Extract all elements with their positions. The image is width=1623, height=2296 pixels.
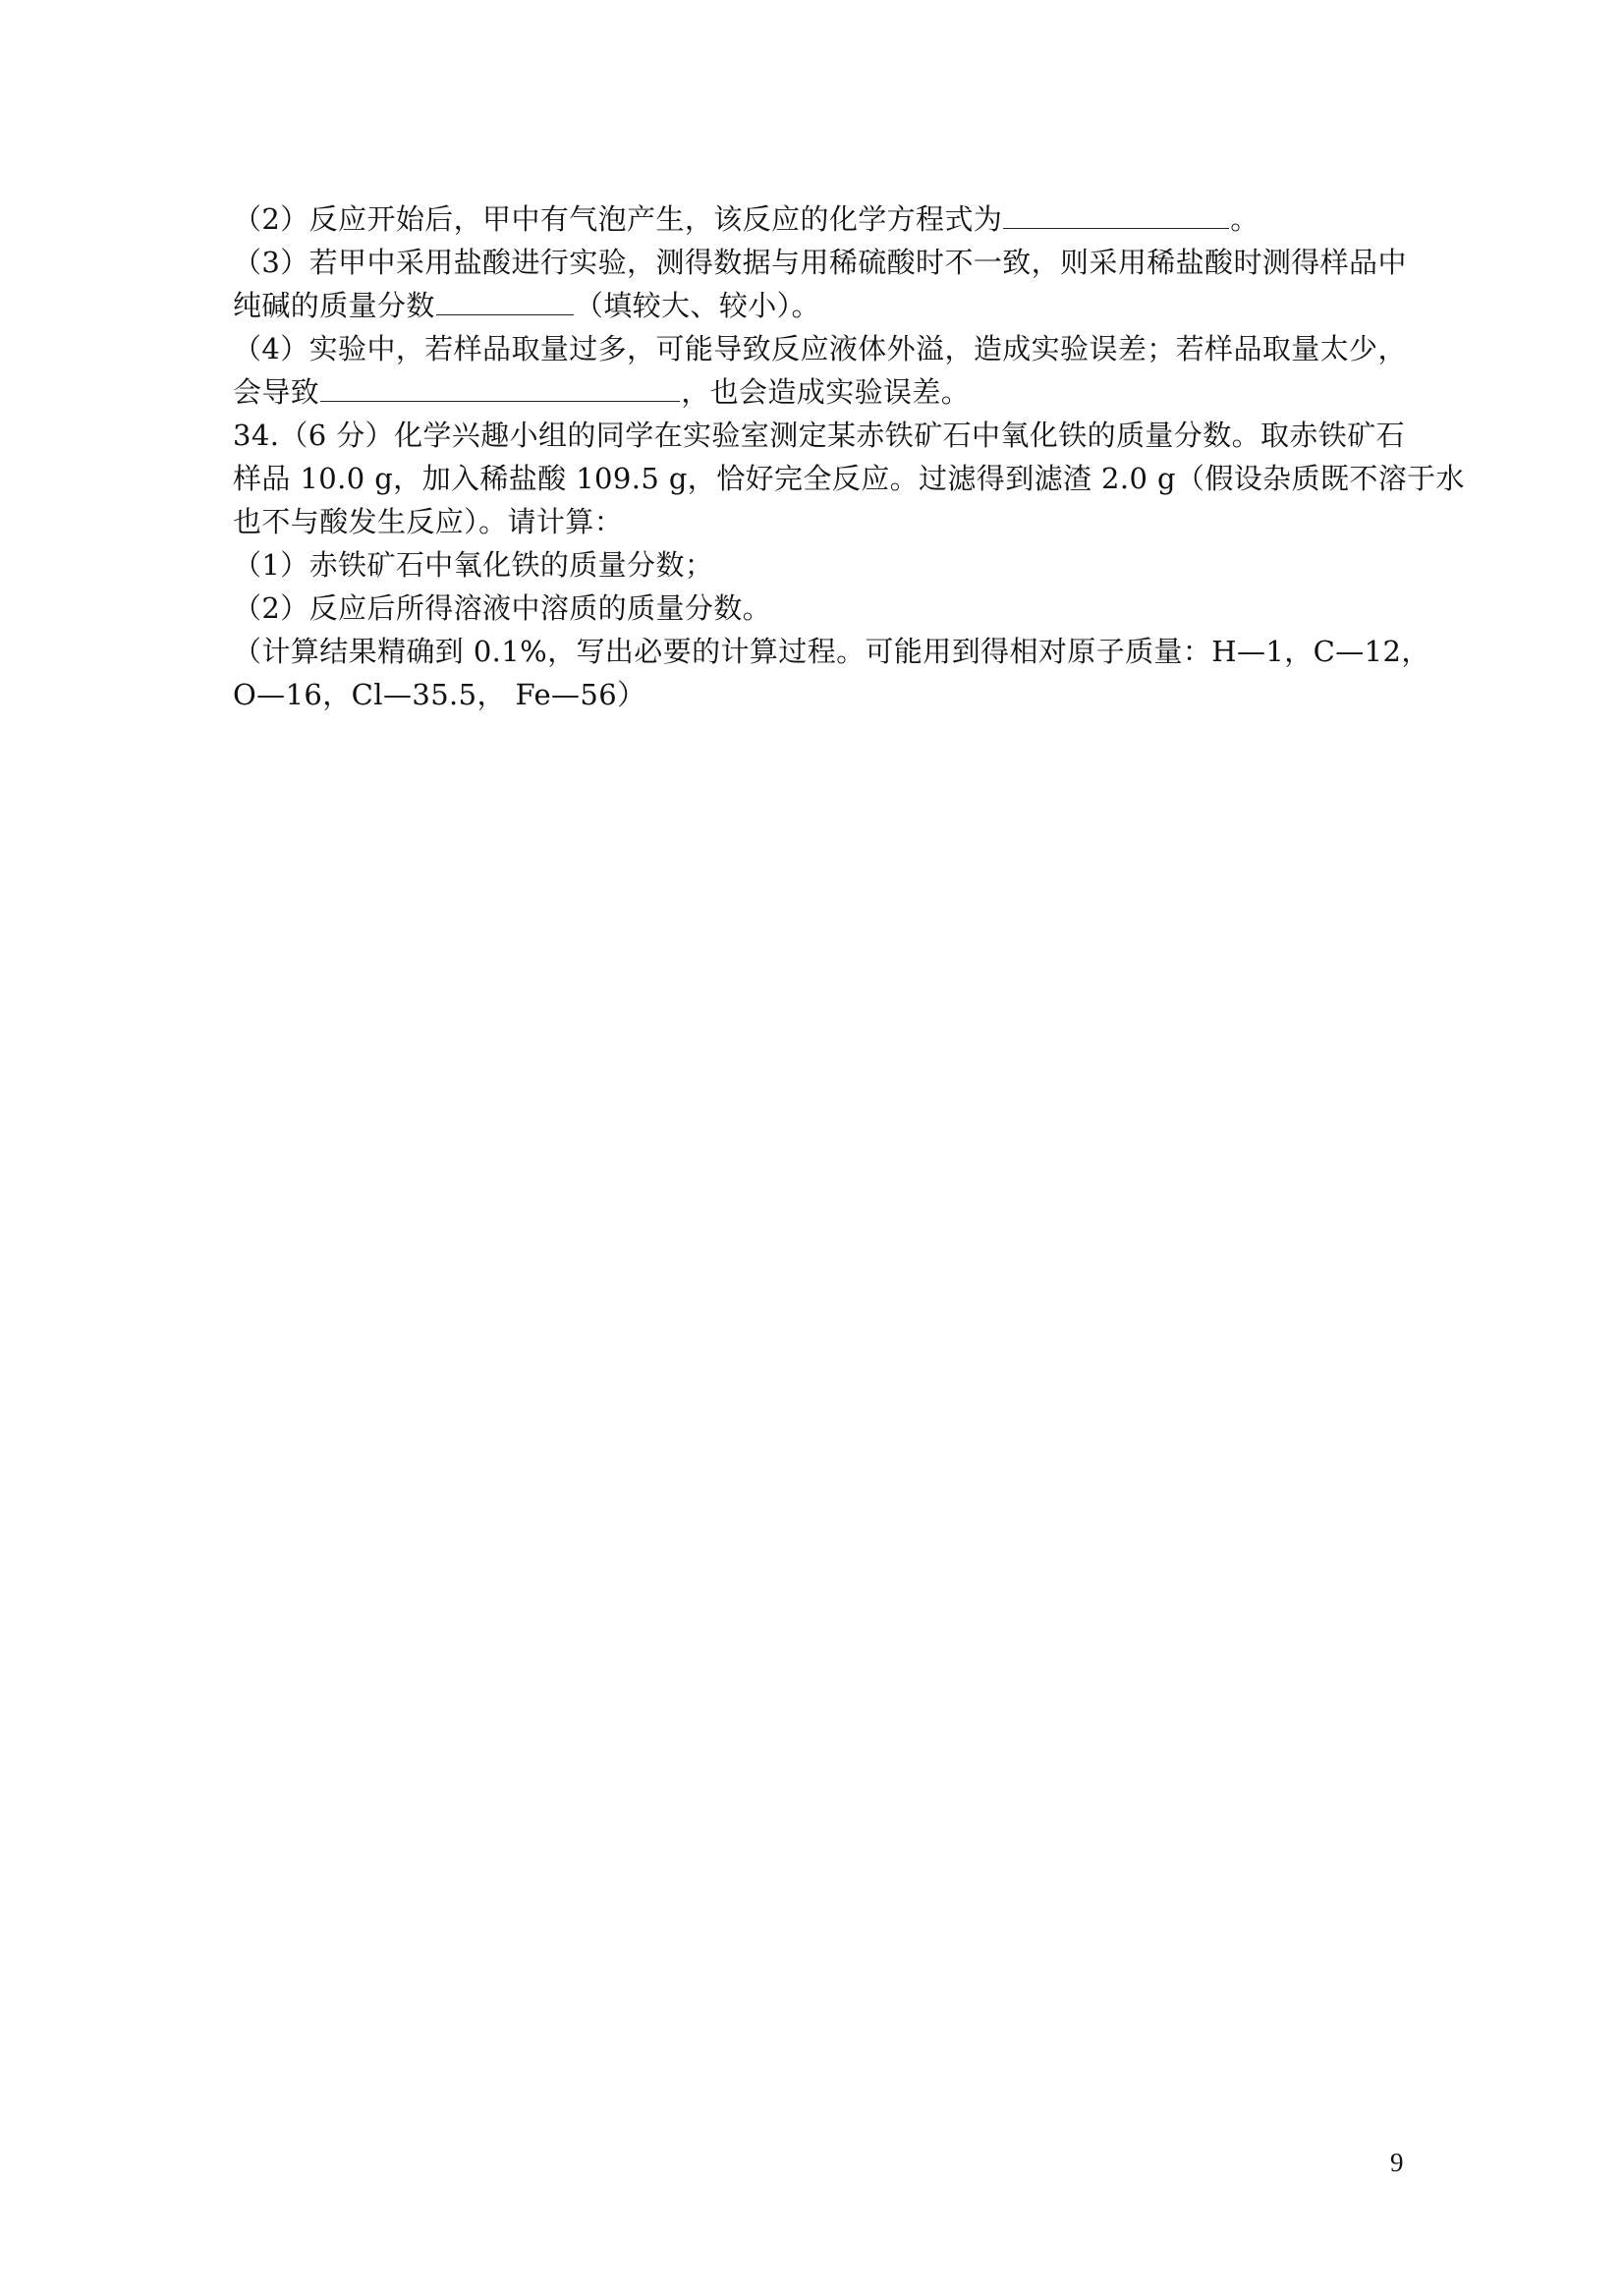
document-body (233, 197, 1465, 716)
q33-part4-line1: （4）实验中，若样品取量过多，可能导致反应液体外溢，造成实验误差；若样品取量太少， (233, 332, 1407, 365)
q33-part3-answer-blank[interactable] (436, 285, 574, 315)
q33-part4-end: ，也会造成实验误差。 (681, 375, 971, 409)
q33-part2-answer-blank[interactable] (1003, 198, 1229, 229)
q34-note-line1: （计算结果精确到 0.1%，写出必要的计算过程。可能用到得相对原子质量：H—1，C—12， (233, 635, 1430, 668)
q33-part4-line2 (233, 370, 1412, 414)
q33-part2-text: （2）反应开始后，甲中有气泡产生，该反应的化学方程式为 (233, 202, 1003, 236)
q33-part4-answer-blank[interactable] (320, 371, 680, 402)
q33-part3-text: 纯碱的质量分数 (233, 289, 435, 322)
q33-part3-line2 (233, 284, 1412, 327)
q34-line1: 34.（6 分）化学兴趣小组的同学在实验室测定某赤铁矿石中氧化铁的质量分数。取赤铁矿石 (233, 419, 1405, 452)
q34-item2: （2）反应后所得溶液中溶质的质量分数。 (233, 591, 772, 625)
q34-line3: 也不与酸发生反应）。请计算： (233, 505, 624, 538)
q33-part3-hint: （填较大、较小）。 (574, 289, 820, 322)
q33-part4-text: 会导致 (233, 375, 320, 409)
q34-note-line2: O—16，Cl—35.5， Fe—56） (233, 678, 646, 711)
q33-part2-end: 。 (1230, 202, 1259, 236)
page-number: 9 (1390, 2148, 1404, 2177)
q34-item1: （1）赤铁矿石中氧化铁的质量分数； (233, 548, 714, 582)
q33-part2-line (233, 197, 1412, 241)
q34-line2: 样品 10.0 g，加入稀盐酸 109.5 g，恰好完全反应。过滤得到滤渣 2.0 g（假设杂质既不溶于水 (233, 462, 1465, 495)
q33-part3-line1: （3）若甲中采用盐酸进行实验，测得数据与用稀硫酸时不一致，则采用稀盐酸时测得样品中 (233, 246, 1407, 279)
